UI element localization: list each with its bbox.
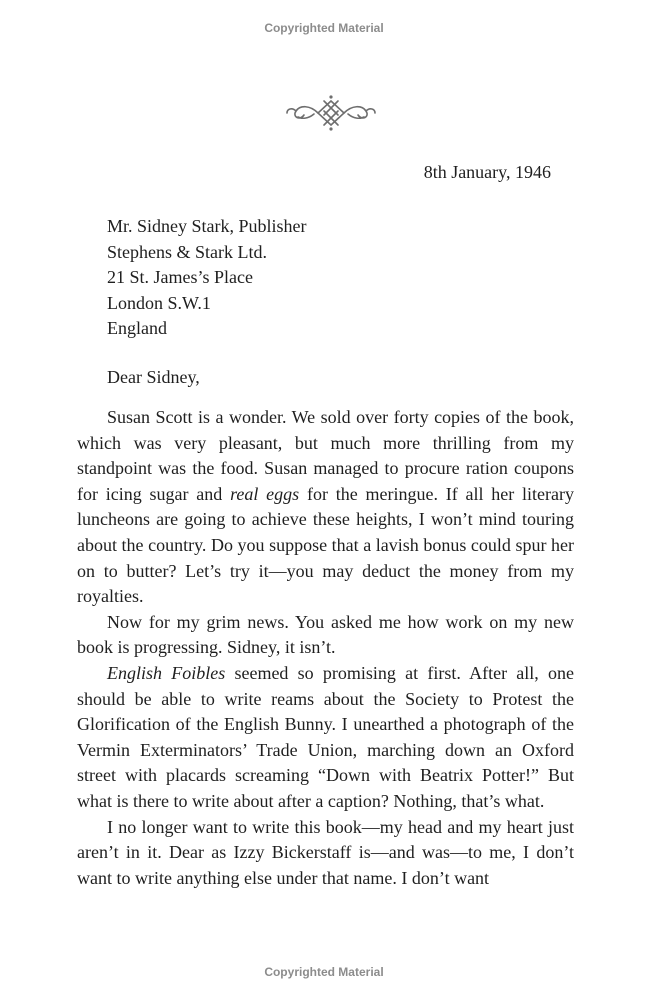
letter-date: 8th January, 1946	[423, 162, 551, 182]
address-line: London S.W.1	[107, 292, 211, 313]
address-line: England	[107, 318, 167, 339]
letter-body	[77, 405, 574, 891]
paragraph: English Foibles seemed so promising at first. After all, one should be able to write reams about the Society to Protest the Glorification of the English Bunny. I unearthed a photograph of the Vermin Exterminators’ Trade Union, marching down an Oxford street with placards screaming “Down with Beatrix Potter!” But what is there to write about after a caption? Nothing, that’s what.	[77, 662, 574, 811]
paragraph: Susan Scott is a wonder. We sold over forty copies of the book, which was very pleasant, but much more thrilling from my standpoint was the food. Susan managed to procure ration coupons for icing sugar and real eggs for the meringue. If all her literary luncheons are going to achieve these heights, I won’t mind touring about the country. Do you suppose that a lavish bonus could spur her on to butter? Let’s try it—you may deduct the money from my royalties.	[77, 407, 574, 607]
paragraph: Now for my grim news. You asked me how work on my new book is progressing. Sidney, it isn’t.	[77, 611, 574, 658]
recipient-address	[107, 214, 307, 342]
copyright-watermark-bottom: Copyrighted Material	[264, 965, 384, 979]
salutation: Dear Sidney,	[107, 367, 200, 387]
paragraph: I no longer want to write this book—my head and my heart just aren’t in it. Dear as Izzy Bickerstaff is—and was—to me, I don’t want to write anything else under that name. I don’t want	[77, 816, 574, 888]
address-line: Mr. Sidney Stark, Publisher	[107, 216, 307, 236]
address-line: 21 St. James’s Place	[107, 267, 253, 288]
address-line: Stephens & Stark Ltd.	[107, 241, 267, 262]
copyright-watermark-top: Copyrighted Material	[264, 21, 384, 35]
decorative-flourish-icon	[284, 93, 378, 133]
